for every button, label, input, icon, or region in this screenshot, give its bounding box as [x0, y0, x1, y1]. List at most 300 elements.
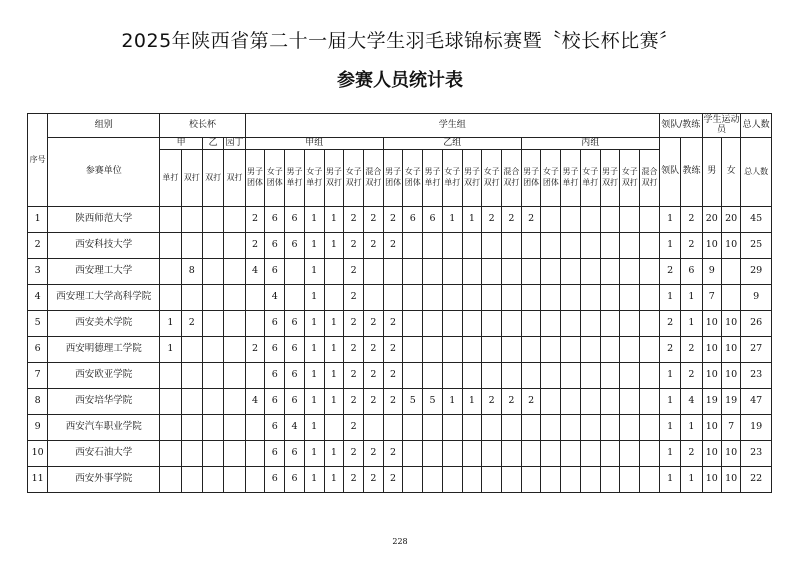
- yi-value-cell: [502, 415, 522, 441]
- yi-value-cell: 2: [383, 363, 403, 389]
- yi-value-cell: [403, 259, 423, 285]
- xs-subheader-text: 男子单打: [424, 167, 441, 187]
- xz-value-cell: [202, 467, 223, 493]
- jia-value-cell: 1: [304, 441, 324, 467]
- summary-value-cell: 1: [659, 467, 680, 493]
- jia-value-cell: 1: [324, 311, 344, 337]
- leader-col-header: 领队: [659, 138, 680, 207]
- summary-value-cell: 29: [741, 259, 772, 285]
- unit-name-cell: 西安理工大学高科学院: [48, 285, 160, 311]
- bing-value-cell: [600, 259, 620, 285]
- xs-subheader-1-6: [502, 150, 522, 207]
- xz-value-cell: [224, 415, 245, 441]
- yi-value-cell: [482, 415, 502, 441]
- jia-value-cell: 2: [344, 389, 364, 415]
- yi-value-cell: [462, 259, 482, 285]
- bing-value-cell: [600, 311, 620, 337]
- jia-value-cell: 1: [304, 337, 324, 363]
- jia-value-cell: 2: [364, 389, 384, 415]
- summary-value-cell: 10: [702, 467, 721, 493]
- yi-value-cell: [462, 233, 482, 259]
- xs-subheader-text: 男子团体: [247, 167, 264, 187]
- xs-subheader-1-1: [403, 150, 423, 207]
- unit-name-cell: 西安汽车职业学院: [48, 415, 160, 441]
- xz-value-cell: 8: [181, 259, 202, 285]
- summary-value-cell: 2: [681, 337, 702, 363]
- yi-value-cell: [403, 415, 423, 441]
- yi-value-cell: 5: [423, 389, 443, 415]
- yi-value-cell: [403, 233, 423, 259]
- jia-value-cell: 6: [285, 337, 305, 363]
- jia-value-cell: 6: [285, 363, 305, 389]
- xz-value-cell: [181, 337, 202, 363]
- xz-subheader-3: [224, 150, 245, 207]
- bing-value-cell: [620, 233, 640, 259]
- xs-subheader-text: 女子团体: [542, 167, 559, 187]
- row-number-cell: 6: [28, 337, 48, 363]
- summary-value-cell: 2: [681, 233, 702, 259]
- yi-value-cell: [502, 337, 522, 363]
- summary-value-cell: 1: [659, 389, 680, 415]
- xz-subheader-text: 双打: [205, 172, 222, 182]
- xz-value-cell: [181, 441, 202, 467]
- jia-value-cell: 4: [245, 259, 265, 285]
- female-col-header: 女: [721, 138, 740, 207]
- yi-value-cell: 6: [403, 207, 423, 233]
- yi-value-cell: [502, 285, 522, 311]
- document-subtitle: 参赛人员统计表: [337, 70, 463, 91]
- bing-value-cell: [580, 441, 600, 467]
- unit-name-cell: 西安石油大学: [48, 441, 160, 467]
- jia-value-cell: 1: [324, 233, 344, 259]
- bing-value-cell: [521, 441, 541, 467]
- summary-value-cell: 1: [681, 285, 702, 311]
- jia-value-cell: [245, 441, 265, 467]
- xs-subheader-1-4: [462, 150, 482, 207]
- yi-value-cell: [442, 441, 462, 467]
- xz-value-cell: [181, 467, 202, 493]
- xz-value-cell: 1: [160, 311, 181, 337]
- xs-subheader-0-0: [245, 150, 265, 207]
- jia-value-cell: 4: [245, 389, 265, 415]
- row-number-cell: 7: [28, 363, 48, 389]
- bing-value-cell: [521, 415, 541, 441]
- unit-name-cell: 西安明德理工学院: [48, 337, 160, 363]
- jia-value-cell: 6: [265, 311, 285, 337]
- bing-value-cell: [521, 337, 541, 363]
- jia-value-cell: 6: [265, 233, 285, 259]
- table-row: [28, 207, 772, 233]
- yi-value-cell: [383, 259, 403, 285]
- xs-subheader-text: 男子团体: [523, 167, 540, 187]
- xs-subheader-2-0: [521, 150, 541, 207]
- xz-value-cell: [202, 311, 223, 337]
- summary-value-cell: 10: [721, 311, 740, 337]
- jia-value-cell: 2: [245, 337, 265, 363]
- bing-value-cell: [620, 259, 640, 285]
- xz-value-cell: 2: [181, 311, 202, 337]
- jia-value-cell: 1: [324, 363, 344, 389]
- xs-subheader-0-6: [364, 150, 384, 207]
- xz-value-cell: [160, 415, 181, 441]
- bing-value-cell: [561, 233, 581, 259]
- jia-value-cell: 1: [324, 467, 344, 493]
- row-number-cell: 3: [28, 259, 48, 285]
- summary-value-cell: 26: [741, 311, 772, 337]
- xs-subheader-text: 男子单打: [562, 167, 579, 187]
- yi-value-cell: [482, 467, 502, 493]
- yi-value-cell: [462, 467, 482, 493]
- unit-name-cell: 西安外事学院: [48, 467, 160, 493]
- yi-value-cell: 1: [442, 207, 462, 233]
- jia-value-cell: 1: [304, 467, 324, 493]
- jia-value-cell: 1: [324, 441, 344, 467]
- jia-value-cell: 4: [265, 285, 285, 311]
- yi-value-cell: [502, 441, 522, 467]
- jia-value-cell: 2: [344, 285, 364, 311]
- table-row: [28, 441, 772, 467]
- xs-subheader-2-3: [580, 150, 600, 207]
- bing-value-cell: [600, 415, 620, 441]
- xz-value-cell: [160, 233, 181, 259]
- xs-subheader-2-2: [561, 150, 581, 207]
- bing-value-cell: [600, 467, 620, 493]
- xs-subheader-0-4: [324, 150, 344, 207]
- yi-value-cell: 2: [383, 441, 403, 467]
- bing-value-cell: [561, 363, 581, 389]
- xz-subheader-text: 单打: [162, 172, 179, 182]
- bing-value-cell: [640, 259, 660, 285]
- xs-subheader-text: 男子单打: [286, 167, 303, 187]
- summary-value-cell: 23: [741, 441, 772, 467]
- jia-value-cell: 2: [344, 259, 364, 285]
- jia-value-cell: 2: [344, 363, 364, 389]
- xz-value-cell: [224, 441, 245, 467]
- table-row: [28, 415, 772, 441]
- bing-value-cell: [561, 207, 581, 233]
- yi-value-cell: [442, 311, 462, 337]
- yi-value-cell: [383, 415, 403, 441]
- yi-value-cell: [462, 337, 482, 363]
- bing-value-cell: [541, 415, 561, 441]
- yi-value-cell: 2: [502, 389, 522, 415]
- jia-value-cell: 1: [304, 259, 324, 285]
- xz-jia-header: 甲: [160, 138, 203, 150]
- jia-value-cell: 6: [285, 389, 305, 415]
- xs-subheader-0-1: [265, 150, 285, 207]
- jia-value-cell: 2: [245, 207, 265, 233]
- xz-value-cell: [181, 363, 202, 389]
- bing-value-cell: [561, 441, 581, 467]
- bing-value-cell: [600, 285, 620, 311]
- summary-value-cell: 27: [741, 337, 772, 363]
- xz-value-cell: [160, 389, 181, 415]
- page-number: 228: [392, 537, 408, 546]
- summary-value-cell: 19: [721, 389, 740, 415]
- jia-value-cell: 6: [265, 441, 285, 467]
- summary-value-cell: 1: [681, 311, 702, 337]
- yi-value-cell: [423, 233, 443, 259]
- xs-subheader-text: 混合双打: [365, 167, 382, 187]
- yi-value-cell: [423, 363, 443, 389]
- yi-value-cell: [442, 363, 462, 389]
- xs-subheader-1-0: [383, 150, 403, 207]
- document-title: 2025年陕西省第二十一届大学生羽毛球锦标赛暨〝校长杯比赛〞: [121, 30, 679, 52]
- bing-value-cell: [620, 285, 640, 311]
- unit-name-cell: 西安美术学院: [48, 311, 160, 337]
- student-group-header: 学生组: [245, 114, 659, 138]
- xz-value-cell: [202, 415, 223, 441]
- bing-value-cell: [541, 233, 561, 259]
- xz-value-cell: [202, 207, 223, 233]
- jia-value-cell: 1: [304, 285, 324, 311]
- bing-value-cell: [561, 337, 581, 363]
- xiaozhang-header: 校长杯: [160, 114, 245, 138]
- xs-subheader-2-4: [600, 150, 620, 207]
- bing-value-cell: [620, 467, 640, 493]
- bing-value-cell: [600, 441, 620, 467]
- jia-value-cell: [245, 415, 265, 441]
- xs-subheader-1-5: [482, 150, 502, 207]
- bing-value-cell: 2: [521, 389, 541, 415]
- xs-subheader-text: 混合双打: [641, 167, 658, 187]
- total-people-text: 总人数: [744, 166, 769, 176]
- jia-value-cell: 6: [285, 233, 305, 259]
- xs-subheader-0-3: [304, 150, 324, 207]
- bing-value-cell: [620, 311, 640, 337]
- xz-bing-header: 园丁: [225, 137, 244, 148]
- yi-value-cell: [502, 311, 522, 337]
- jia-value-cell: 6: [285, 311, 305, 337]
- row-number-cell: 9: [28, 415, 48, 441]
- summary-value-cell: 10: [721, 337, 740, 363]
- yi-value-cell: [502, 467, 522, 493]
- yi-value-cell: [423, 441, 443, 467]
- yi-value-cell: [462, 415, 482, 441]
- summary-value-cell: 23: [741, 363, 772, 389]
- jia-value-cell: 1: [304, 389, 324, 415]
- bing-value-cell: [541, 467, 561, 493]
- xz-value-cell: [202, 389, 223, 415]
- row-number-cell: 4: [28, 285, 48, 311]
- xs-subheader-text: 女子团体: [404, 167, 421, 187]
- xs-subheader-text: 女子双打: [621, 167, 638, 187]
- xz-value-cell: [202, 259, 223, 285]
- summary-value-cell: 9: [702, 259, 721, 285]
- bing-value-cell: [541, 337, 561, 363]
- bing-value-cell: [541, 285, 561, 311]
- yi-value-cell: [423, 415, 443, 441]
- jia-value-cell: 2: [364, 363, 384, 389]
- yi-value-cell: [502, 233, 522, 259]
- summary-value-cell: 19: [702, 389, 721, 415]
- bing-value-cell: [521, 233, 541, 259]
- xz-value-cell: [160, 441, 181, 467]
- bing-value-cell: 2: [521, 207, 541, 233]
- table-row: [28, 311, 772, 337]
- bing-value-cell: [541, 441, 561, 467]
- jia-value-cell: 6: [265, 415, 285, 441]
- summary-value-cell: 10: [702, 233, 721, 259]
- bing-value-cell: [640, 233, 660, 259]
- summary-value-cell: 10: [702, 337, 721, 363]
- yi-value-cell: 2: [383, 389, 403, 415]
- yi-value-cell: 2: [482, 207, 502, 233]
- xz-value-cell: [160, 363, 181, 389]
- xz-value-cell: [181, 207, 202, 233]
- xs-bing-header: 丙组: [521, 138, 659, 150]
- summary-value-cell: 4: [681, 389, 702, 415]
- jia-value-cell: [364, 415, 384, 441]
- summary-value-cell: 1: [659, 415, 680, 441]
- jia-value-cell: [285, 285, 305, 311]
- yi-value-cell: [482, 233, 502, 259]
- bing-value-cell: [620, 441, 640, 467]
- xz-value-cell: [224, 207, 245, 233]
- summary-value-cell: 2: [659, 337, 680, 363]
- jia-value-cell: 2: [364, 467, 384, 493]
- xs-subheader-1-3: [442, 150, 462, 207]
- bing-value-cell: [620, 207, 640, 233]
- jia-value-cell: 1: [304, 363, 324, 389]
- jia-value-cell: 6: [265, 467, 285, 493]
- summary-value-cell: 10: [702, 441, 721, 467]
- jia-value-cell: 6: [285, 467, 305, 493]
- xz-value-cell: [181, 389, 202, 415]
- jia-value-cell: 1: [304, 233, 324, 259]
- yi-value-cell: 2: [482, 389, 502, 415]
- bing-value-cell: [521, 467, 541, 493]
- xz-subheader-text: 双打: [226, 172, 243, 182]
- xz-value-cell: [202, 285, 223, 311]
- xz-value-cell: [202, 363, 223, 389]
- bing-value-cell: [620, 337, 640, 363]
- xz-subheader-text: 双打: [183, 172, 200, 182]
- jia-value-cell: 2: [364, 207, 384, 233]
- bing-value-cell: [561, 285, 581, 311]
- xz-value-cell: [160, 207, 181, 233]
- summary-value-cell: 6: [681, 259, 702, 285]
- unit-name-cell: 西安理工大学: [48, 259, 160, 285]
- xz-value-cell: [224, 285, 245, 311]
- yi-value-cell: [383, 285, 403, 311]
- bing-value-cell: [580, 389, 600, 415]
- unit-name-cell: 西安欧亚学院: [48, 363, 160, 389]
- yi-value-cell: [403, 363, 423, 389]
- header-row-2: [28, 138, 772, 150]
- summary-value-cell: 10: [721, 441, 740, 467]
- jia-value-cell: [364, 285, 384, 311]
- summary-value-cell: 45: [741, 207, 772, 233]
- jia-value-cell: [324, 285, 344, 311]
- unit-name-cell: 陕西师范大学: [48, 207, 160, 233]
- yi-value-cell: [482, 259, 502, 285]
- yi-value-cell: [423, 337, 443, 363]
- jia-value-cell: [245, 467, 265, 493]
- jia-value-cell: 6: [265, 207, 285, 233]
- table-row: [28, 467, 772, 493]
- summary-value-cell: 2: [659, 311, 680, 337]
- xz-value-cell: [224, 233, 245, 259]
- male-col-header: 男: [702, 138, 721, 207]
- row-number-cell: 11: [28, 467, 48, 493]
- xz-subheader-1: [181, 150, 202, 207]
- bing-value-cell: [580, 233, 600, 259]
- yi-value-cell: [403, 311, 423, 337]
- summary-value-cell: 20: [702, 207, 721, 233]
- seq-header-text: 序号: [29, 154, 46, 164]
- bing-value-cell: [580, 285, 600, 311]
- summary-value-cell: [721, 285, 740, 311]
- leader-coach-header: 领队/教练: [659, 114, 702, 138]
- summary-value-cell: [721, 259, 740, 285]
- table-row: [28, 389, 772, 415]
- yi-value-cell: [403, 337, 423, 363]
- bing-value-cell: [600, 207, 620, 233]
- jia-value-cell: [245, 285, 265, 311]
- yi-value-cell: [442, 337, 462, 363]
- bing-value-cell: [640, 207, 660, 233]
- bing-value-cell: [580, 467, 600, 493]
- jia-value-cell: 4: [285, 415, 305, 441]
- jia-value-cell: 2: [344, 441, 364, 467]
- unit-name-cell: 西安培华学院: [48, 389, 160, 415]
- summary-value-cell: 2: [681, 207, 702, 233]
- unit-header: 参赛单位: [48, 138, 160, 207]
- bing-value-cell: [640, 441, 660, 467]
- bing-value-cell: [640, 467, 660, 493]
- bing-value-cell: [620, 389, 640, 415]
- bing-value-cell: [521, 259, 541, 285]
- yi-value-cell: 2: [383, 337, 403, 363]
- xs-subheader-text: 女子团体: [266, 167, 283, 187]
- summary-value-cell: 47: [741, 389, 772, 415]
- yi-value-cell: 1: [442, 389, 462, 415]
- bing-value-cell: [640, 415, 660, 441]
- bing-value-cell: [541, 259, 561, 285]
- header-row-1: [28, 114, 772, 138]
- jia-value-cell: 2: [245, 233, 265, 259]
- yi-value-cell: 2: [383, 467, 403, 493]
- yi-value-cell: [442, 467, 462, 493]
- bing-value-cell: [521, 363, 541, 389]
- bing-value-cell: [561, 311, 581, 337]
- jia-value-cell: 1: [304, 207, 324, 233]
- summary-value-cell: 7: [721, 415, 740, 441]
- summary-value-cell: 10: [721, 233, 740, 259]
- xs-subheader-0-5: [344, 150, 364, 207]
- bing-value-cell: [640, 363, 660, 389]
- jia-value-cell: 2: [344, 207, 364, 233]
- seq-header: [28, 114, 48, 207]
- jia-value-cell: 6: [265, 337, 285, 363]
- yi-value-cell: 2: [383, 233, 403, 259]
- yi-value-cell: [482, 363, 502, 389]
- yi-value-cell: [482, 311, 502, 337]
- xz-value-cell: [224, 337, 245, 363]
- xs-subheader-2-5: [620, 150, 640, 207]
- jia-value-cell: 2: [364, 441, 384, 467]
- bing-value-cell: [561, 467, 581, 493]
- jia-value-cell: 1: [324, 337, 344, 363]
- xz-value-cell: [224, 467, 245, 493]
- bing-value-cell: [620, 363, 640, 389]
- jia-value-cell: 1: [324, 389, 344, 415]
- summary-value-cell: 2: [681, 363, 702, 389]
- yi-value-cell: [462, 441, 482, 467]
- summary-value-cell: 20: [721, 207, 740, 233]
- xz-value-cell: [160, 285, 181, 311]
